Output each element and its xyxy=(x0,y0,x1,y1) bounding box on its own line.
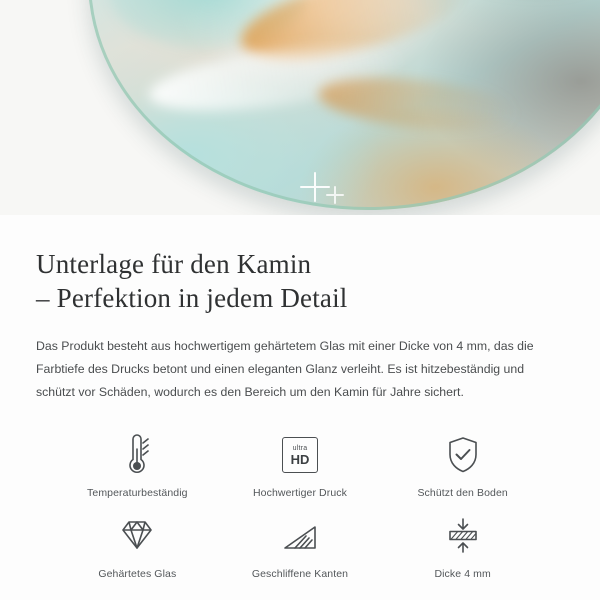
hero-image xyxy=(0,0,600,215)
headline-line-1: Unterlage für den Kamin xyxy=(36,249,312,279)
feature-item-tempered-glass xyxy=(56,513,219,580)
feature-item-floor-protection xyxy=(381,432,544,499)
content-block xyxy=(0,215,600,580)
feature-grid xyxy=(36,432,564,580)
glass-disc-image xyxy=(88,0,600,210)
ultra-hd-icon xyxy=(282,432,318,478)
feature-label: Temperaturbeständig xyxy=(87,487,188,499)
feature-item-thickness xyxy=(381,513,544,580)
feature-label: Schützt den Boden xyxy=(417,487,508,499)
shield-check-icon xyxy=(443,432,483,478)
feature-label: Geschliffene Kanten xyxy=(251,568,349,580)
polished-edges-icon xyxy=(279,513,321,559)
ultra-hd-badge-bottom: HD xyxy=(290,451,310,467)
decorative-swirl xyxy=(316,70,520,139)
feature-label: Hochwertiger Druck xyxy=(252,487,347,499)
diamond-icon xyxy=(116,513,158,559)
feature-label: Dicke 4 mm xyxy=(434,568,491,580)
headline-line-2: – Perfektion in jedem Detail xyxy=(36,283,348,313)
page-title xyxy=(36,247,564,315)
thickness-icon xyxy=(442,513,484,559)
description-paragraph: Das Produkt besteht aus hochwertigem gehärtetem Glas mit einer Dicke von 4 mm, das die Farbtiefe des Drucks betont und einen eleganten Glanz verleiht. Es ist hitzebeständig und schützt vor Schäden, wodurch es den Bereich um den Kamin für Jahre sichert. xyxy=(36,339,534,399)
thermometer-icon xyxy=(117,432,157,478)
feature-item-polished-edges xyxy=(219,513,382,580)
ultra-hd-badge-top: ultra xyxy=(292,444,308,452)
feature-item-temperature xyxy=(56,432,219,499)
feature-item-print-quality xyxy=(219,432,382,499)
feature-label: Gehärtetes Glas xyxy=(98,568,177,580)
